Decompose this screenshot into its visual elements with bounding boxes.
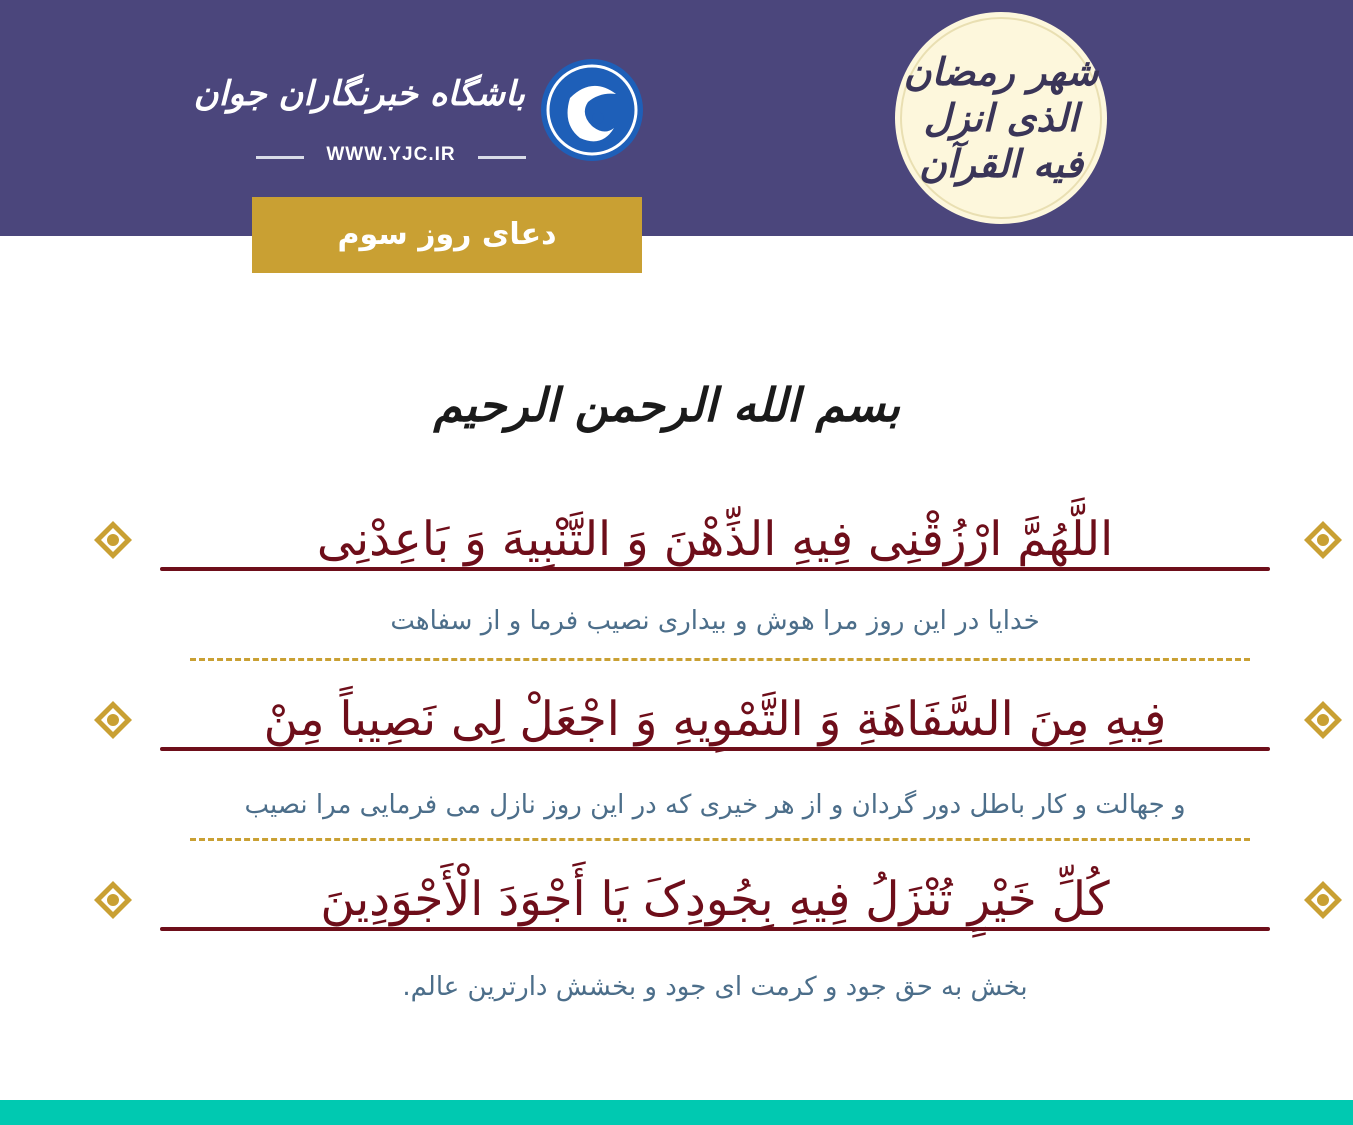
logo-title: باشگاه خبرنگاران جوان (193, 74, 525, 114)
diamond-ornament-icon (1302, 519, 1344, 561)
logo-url: WWW.YJC.IR (326, 144, 456, 165)
verse-translation-3: بخش به حق جود و کرمت ای جود و بخشش دارترین عالم. (402, 972, 1028, 1002)
verse-arabic-2: فِیهِ مِنَ السَّفَاهَةِ وَ التَّمْوِیهِ وَ اجْعَلْ لِی نَصِیباً مِنْ (263, 692, 1167, 747)
verse-arabic-3: کُلِّ خَیْرٍ تُنْزَلُ فِیهِ بِجُودِکَ یَا أَجْوَدَ الْأَجْوَدِینَ (320, 872, 1110, 927)
diamond-ornament-icon (92, 699, 134, 741)
diamond-ornament-icon (92, 519, 134, 561)
verse-kashida-3 (160, 927, 1270, 931)
seal-calligraphy: شهر رمضان الذی انزل فیه القرآن (903, 49, 1099, 186)
bismillah-calligraphy: بسم الله الرحمن الرحیم (433, 378, 900, 432)
diamond-ornament-icon (1302, 879, 1344, 921)
header-banner (0, 0, 1353, 236)
day-badge: دعای روز سوم (252, 197, 642, 273)
verse-translation-1: خدایا در این روز مرا هوش و بیداری نصیب فرما و از سفاهت (390, 606, 1040, 636)
logo-url-row (256, 144, 526, 170)
yjc-logo[interactable] (193, 56, 650, 176)
diamond-ornament-icon (92, 879, 134, 921)
footer-bar (0, 1100, 1353, 1125)
verse-kashida-1 (160, 567, 1270, 571)
ramadan-seal (893, 10, 1109, 226)
yjc-emblem-icon (540, 58, 644, 162)
dashed-divider-2 (190, 838, 1250, 841)
dashed-divider-1 (190, 658, 1250, 661)
verse-arabic-1: اللَّهُمَّ ارْزُقْنِی فِیهِ الذِّهْنَ وَ التَّنْبِیهَ وَ بَاعِدْنِی (316, 512, 1114, 567)
verse-translation-2: و جهالت و کار باطل دور گردان و از هر خیری که در این روز نازل می فرمایی مرا نصیب (244, 790, 1186, 820)
diamond-ornament-icon (1302, 699, 1344, 741)
verse-kashida-2 (160, 747, 1270, 751)
